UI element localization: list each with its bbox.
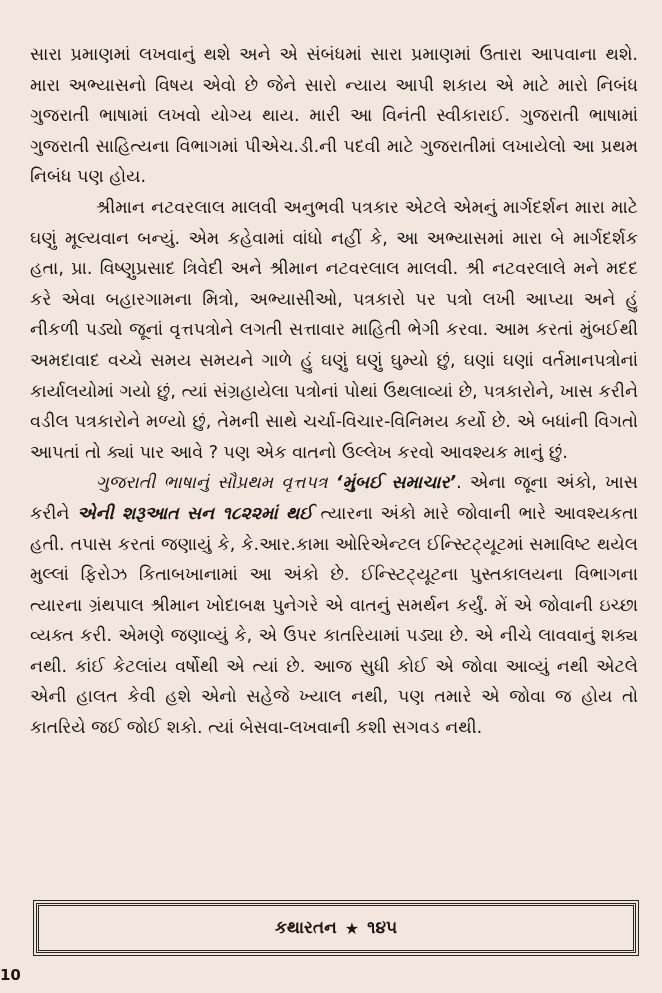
newspaper-name: ‘મુંબઈ સમાચાર’ [335, 473, 457, 494]
footer-page-ref: ૧૪૫ [367, 918, 398, 938]
page-number: 10 [0, 966, 21, 984]
paragraph-3 [30, 468, 638, 743]
newspaper-intro: ગુજરાતી ભાષાનું સૌપ્રથમ વૃત્તપત્ર [96, 473, 328, 494]
paragraph-3-text-1: . એના જૂના અંકો, ખાસ કરીને [30, 473, 638, 524]
footer-book-title: કથારતન [274, 918, 337, 938]
start-year-phrase: એની શરૂઆત સન ૧૮૨૨માં થઈ [77, 503, 313, 524]
footer-box [36, 903, 636, 953]
paragraph-3-text-2: ત્યારના અંકો મારે જોવાની ભારે આવશ્યકતા હતી. તપાસ કરતાં જણાયું કે, કે.આર.કામા ઓરિએન્ટલ ઈન્સ્ટિટ્યૂટમાં સમાવિષ્ટ થયેલ મુલ્લાં ફિરોઝ કિતાબખાનામાં આ અંકો છે. ઈન્સ્ટિટ્યૂટના પુસ્તકાલયના વિભાગના ત્યારના ગ્રંથપાલ શ્રીમાન ખોદાબક્ષ પુનેગરે એ વાતનું સમર્થન કર્યું. મેં એ જોવાની ઇચ્છા વ્યક્ત કરી. એમણે જણાવ્યું કે, એ ઉપર કાતરિયામાં પડ્યા છે. એ નીચે લાવવાનું શક્ય નથી. કાંઈ કેટલાંય વર્ષોથી એ ત્યાં છે. આજ સુધી કોઈ એ જોવા આવ્યું નથી એટલે એની હાલત કેવી હશે એનો સહેજે ખ્યાલ નથી, પણ તમારે એ જોવા જ હોય તો કાતરિયે જઈ જોઈ શકો. ત્યાં બેસવા-લખવાની કશી સગવડ નથી. [30, 503, 638, 739]
paragraph-2: શ્રીમાન નટવરલાલ માલવી અનુભવી પત્રકાર એટલે એમનું માર્ગદર્શન મારા માટે ઘણું મૂલ્યવાન બન્યું. એમ કહેવામાં વાંધો નહીં કે, આ અભ્યાસમાં મારા બે માર્ગદર્શક હતા, પ્રા. વિષ્ણુપ્રસાદ ત્રિવેદી અને શ્રીમાન નટવરલાલ માલવી. શ્રી નટવરલાલે મને મદદ કરે એવા બહારગામના મિત્રો, અભ્યાસીઓ, પત્રકારો પર પત્રો લખી આપ્યા અને હું નીકળી પડ્યો જૂનાં વૃત્તપત્રોને લગતી સત્તાવાર માહિતી ભેગી કરવા. આમ કરતાં મુંબઈથી અમદાવાદ વચ્ચે સમય સમયને ગાળે હું ઘણું ઘણું ઘુમ્યો છું, ઘણાં ઘણાં વર્તમાનપત્રોનાં કાર્યાલયોમાં ગયો છું, ત્યાં સંગ્રહાયેલા પત્રોનાં પોથાં ઉથલાવ્યાં છે, પત્રકારોને, ખાસ કરીને વડીલ પત્રકારોને મળ્યો છું, તેમની સાથે ચર્ચા-વિચાર-વિનિમય કર્યો છે. એ બધાંની વિગતો આપતાં તો ક્યાં પાર આવે ? પણ એક વાતનો ઉલ્લેખ કરવો આવશ્યક માનું છું. [30, 197, 638, 463]
page-content [30, 40, 638, 744]
paragraph-1: સારા પ્રમાણમાં લખવાનું થશે અને એ સંબંધમાં સારા પ્રમાણમાં ઉતારા આપવાના થશે. મારા અભ્યાસનો વિષય એવો છે જેને સારો ન્યાય આપી શકાય એ માટે મારો નિબંધ ગુજરાતી ભાષામાં લખવો યોગ્ય થાય. મારી આ વિનંતી સ્વીકારાઈ. ગુજરાતી ભાષામાં ગુજરાતી સાહિત્યના વિભાગમાં પીએચ.ડી.ની પદવી માટે ગુજરાતીમાં લખાયેલો આ પ્રથમ નિબંધ પણ હોય. [30, 45, 638, 188]
star-icon: ★ [344, 918, 360, 938]
